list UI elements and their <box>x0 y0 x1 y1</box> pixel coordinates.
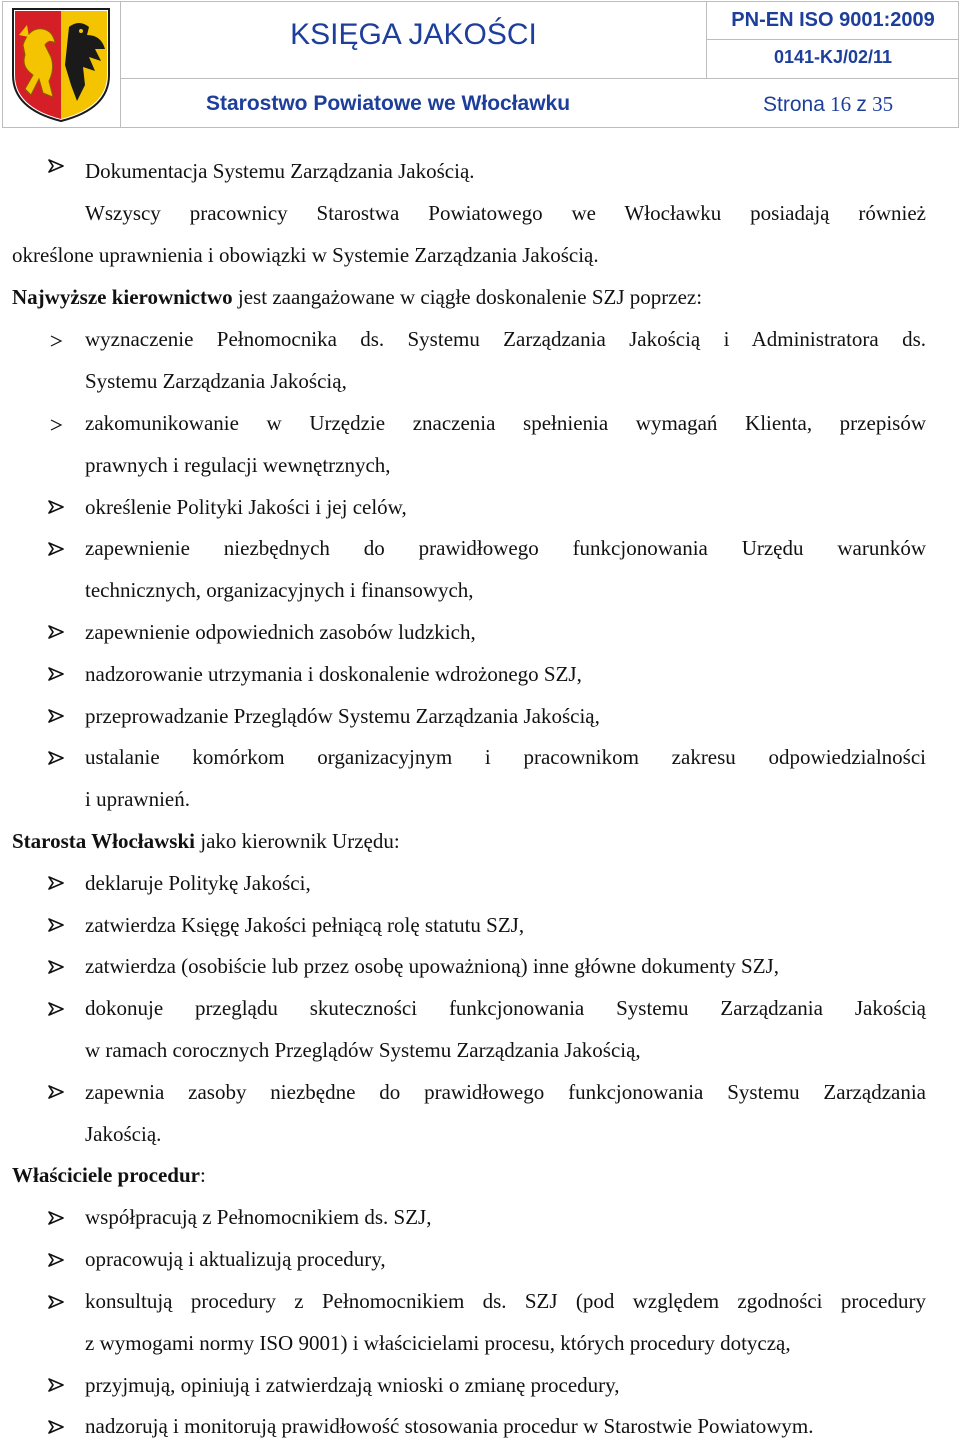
list-item-continuation: Jakością. <box>85 1122 162 1146</box>
list-item-continuation: z wymogami normy ISO 9001) i właścicielami procesu, których procedury dotyczą, <box>85 1331 791 1355</box>
office-name: Starostwo Powiatowe we Włocławku <box>206 92 571 115</box>
arrow-bullet-icon <box>48 1211 64 1225</box>
list-item-continuation: technicznych, organizacyjnych i finansowych, <box>85 578 474 602</box>
paragraph-line <box>12 1160 206 1190</box>
paragraph-text: : <box>200 1163 206 1187</box>
bold-term: Najwyższe kierownictwo <box>12 285 233 309</box>
arrow-bullet-icon <box>48 1253 64 1267</box>
list-item-continuation: i uprawnień. <box>85 787 190 811</box>
arrow-bullet-icon <box>48 1002 64 1016</box>
arrow-bullet-icon <box>48 500 64 514</box>
list-item: zapewnienie odpowiednich zasobów ludzkich, <box>85 620 476 644</box>
page-header <box>2 1 959 128</box>
list-item: nadzorują i monitorują prawidłowość stosowania procedur w Starostwie Powiatowym. <box>85 1414 814 1438</box>
arrow-bullet-icon <box>48 542 64 556</box>
paragraph-line <box>12 282 702 312</box>
arrow-bullet-icon <box>48 876 64 890</box>
paragraph-line: określone uprawnienia i obowiązki w Systemie Zarządzania Jakością. <box>12 243 599 267</box>
arrow-bullet-icon <box>48 1085 64 1099</box>
page-counter <box>763 92 893 117</box>
list-item: zapewnienie niezbędnych do prawidłowego funkcjonowania Urzędu warunków <box>85 536 926 560</box>
coat-of-arms-logo <box>3 2 121 127</box>
list-item: przyjmują, opiniują i zatwierdzają wnioski o zmianę procedury, <box>85 1373 620 1397</box>
arrow-bullet-icon <box>48 625 64 639</box>
list-item-continuation: Systemu Zarządzania Jakością, <box>85 369 347 393</box>
list-item: deklaruje Politykę Jakości, <box>85 871 311 895</box>
list-item: współpracują z Pełnomocnikiem ds. SZJ, <box>85 1205 432 1229</box>
list-item: zakomunikowanie w Urzędzie znaczenia spełnienia wymagań Klienta, przepisów <box>85 411 926 435</box>
list-item: konsultują procedury z Pełnomocnikiem ds. SZJ (pod względem zgodności procedury <box>85 1289 926 1313</box>
list-item: ustalanie komórkom organizacyjnym i pracownikom zakresu odpowiedzialności <box>85 745 926 769</box>
arrow-bullet-icon <box>48 1295 64 1309</box>
list-item: nadzorowanie utrzymania i doskonalenie wdrożonego SZJ, <box>85 662 582 686</box>
bold-term: Właściciele procedur <box>12 1163 200 1187</box>
list-item: dokonuje przeglądu skuteczności funkcjonowania Systemu Zarządzania Jakością <box>85 996 926 1020</box>
page-total: 35 <box>872 92 894 116</box>
standard-number: PN-EN ISO 9001:2009 <box>731 9 935 31</box>
arrow-bullet-icon <box>48 1420 64 1434</box>
list-item: Dokumentacja Systemu Zarządzania Jakością. <box>85 159 475 183</box>
arrow-bullet-icon <box>48 667 64 681</box>
paragraph-text: jako kierownik Urzędu: <box>195 829 400 853</box>
list-item: zatwierdza Księgę Jakości pełniącą rolę statutu SZJ, <box>85 913 525 937</box>
document-code: 0141-KJ/02/11 <box>773 47 893 67</box>
list-item: zatwierdza (osobiście lub przez osobę upoważnioną) inne główne dokumenty SZJ, <box>85 954 779 978</box>
arrow-bullet-icon <box>48 709 64 723</box>
page-number: 16 <box>830 92 852 116</box>
list-item: opracowują i aktualizują procedury, <box>85 1247 386 1271</box>
list-item: przeprowadzanie Przeglądów Systemu Zarządzania Jakością, <box>85 704 600 728</box>
paragraph-line <box>12 826 400 856</box>
coat-of-arms-icon <box>9 5 113 123</box>
bold-term: Starosta Włocławski <box>12 829 195 853</box>
page-label: Strona <box>763 93 825 116</box>
arrow-bullet-icon <box>48 418 64 432</box>
arrow-bullet-icon <box>48 918 64 932</box>
arrow-bullet-icon <box>48 334 64 348</box>
list-item: zapewnia zasoby niezbędne do prawidłowego funkcjonowania Systemu Zarządzania <box>85 1080 926 1104</box>
paragraph-line: Wszyscy pracownicy Starostwa Powiatowego we Włocławku posiadają również <box>85 201 926 225</box>
arrow-bullet-icon <box>48 960 64 974</box>
arrow-bullet-icon <box>48 1378 64 1392</box>
arrow-bullet-icon <box>48 159 64 173</box>
document-title: KSIĘGA JAKOŚCI <box>290 18 537 51</box>
list-item-continuation: w ramach corocznych Przeglądów Systemu Zarządzania Jakością, <box>85 1038 641 1062</box>
list-item: wyznaczenie Pełnomocnika ds. Systemu Zarządzania Jakością i Administratora ds. <box>85 327 926 351</box>
arrow-bullet-icon <box>48 751 64 765</box>
list-item: określenie Polityki Jakości i jej celów, <box>85 495 407 519</box>
page-separator: z <box>856 93 867 116</box>
paragraph-text: jest zaangażowane w ciągłe doskonalenie SZJ poprzez: <box>232 285 703 309</box>
list-item-continuation: prawnych i regulacji wewnętrznych, <box>85 453 391 477</box>
